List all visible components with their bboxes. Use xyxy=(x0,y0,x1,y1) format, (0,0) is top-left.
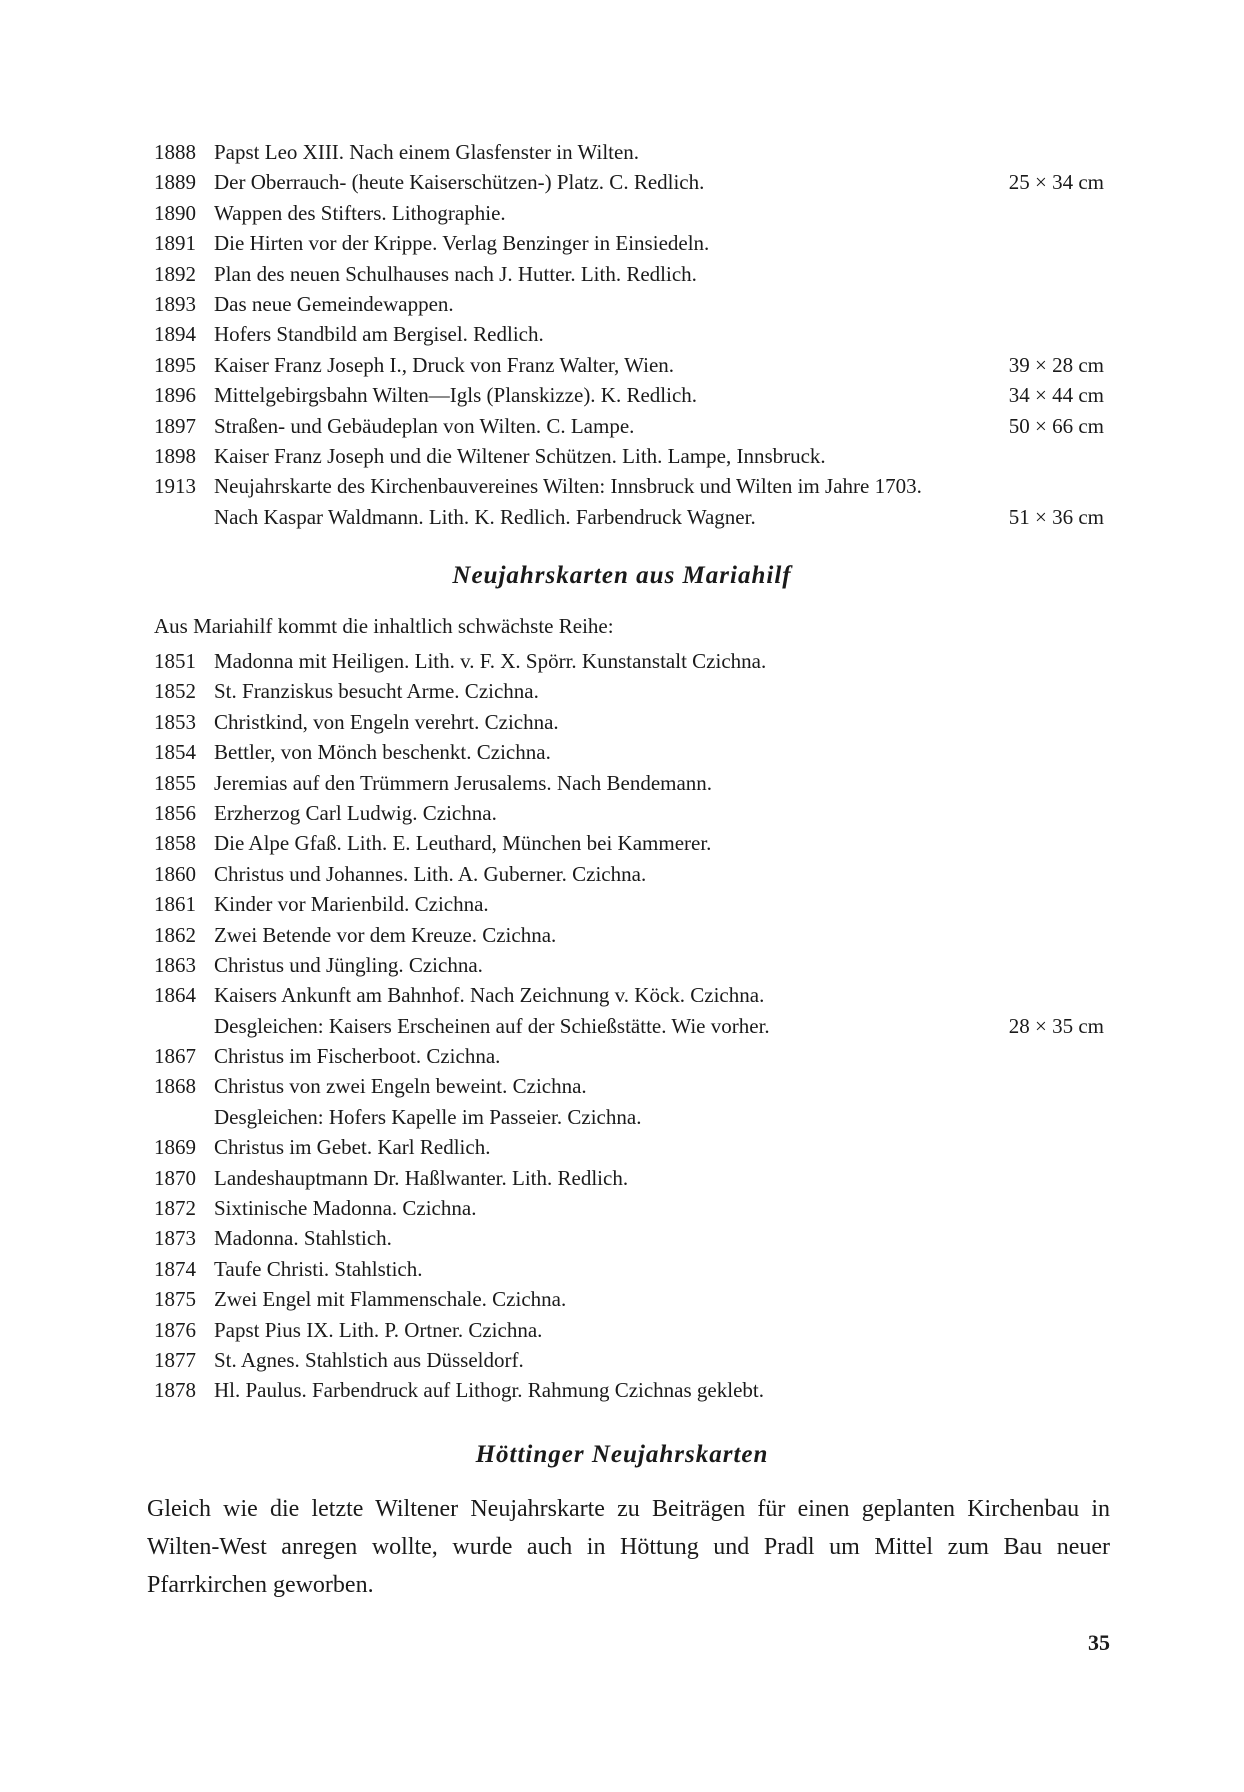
item-description: Das neue Gemeindewappen. xyxy=(214,291,454,316)
item-description: Zwei Betende vor dem Kreuze. Czichna. xyxy=(214,922,557,947)
item-year: 1877 xyxy=(154,1347,196,1372)
item-year: 1874 xyxy=(154,1256,196,1281)
list-item xyxy=(154,259,1104,289)
item-description: Papst Leo XIII. Nach einem Glasfenster in Wilten. xyxy=(214,140,640,164)
item-year: 1854 xyxy=(154,740,196,765)
item-description: Taufe Christi. Stahlstich. xyxy=(214,1256,423,1281)
item-description: Zwei Engel mit Flammenschale. Czichna. xyxy=(214,1287,567,1312)
item-year: 1873 xyxy=(154,1226,196,1251)
item-description: Bettler, von Mönch beschenkt. Czichna. xyxy=(214,740,551,765)
item-year: 1870 xyxy=(154,1165,196,1190)
item-description: Madonna mit Heiligen. Lith. v. F. X. Spörr. Kunstanstalt Czichna. xyxy=(214,649,767,673)
item-year: 1862 xyxy=(154,922,196,947)
item-year: 1868 xyxy=(154,1074,196,1099)
item-year: 1855 xyxy=(154,770,196,795)
item-description: Hl. Paulus. Farbendruck auf Lithogr. Rahmung Czichnas geklebt. xyxy=(214,1378,764,1403)
list-item xyxy=(154,1375,1104,1405)
item-description: Christus von zwei Engeln beweint. Czichna. xyxy=(214,1074,587,1099)
item-year: 1858 xyxy=(154,831,196,856)
list-item xyxy=(154,380,1104,410)
item-year: 1896 xyxy=(154,383,196,408)
item-year: 1897 xyxy=(154,413,196,438)
list-item xyxy=(154,980,1104,1010)
mariahilf-card-list xyxy=(154,646,1104,1406)
item-description: Christkind, von Engeln verehrt. Czichna. xyxy=(214,709,559,734)
list-item xyxy=(154,859,1104,889)
list-item xyxy=(154,646,1104,676)
item-year: 1876 xyxy=(154,1317,196,1342)
item-year: 1898 xyxy=(154,443,196,468)
item-description: Desgleichen: Hofers Kapelle im Passeier. Czichna. xyxy=(214,1104,642,1129)
item-description: Kaiser Franz Joseph I., Druck von Franz Walter, Wien. xyxy=(214,352,675,377)
item-year: 1867 xyxy=(154,1044,196,1069)
hoettingen-paragraph: Gleich wie die letzte Wiltener Neujahrskarte zu Beiträgen für einen geplanten Kirchenbau in Wilten-West anregen wollte, wurde auch in Höttung und Pradl um Mittel zum Bau neuer Pfarrkirchen geworben. xyxy=(147,1496,1110,1598)
list-item xyxy=(154,768,1104,798)
list-item xyxy=(154,1254,1104,1284)
list-item xyxy=(154,289,1104,319)
item-description: Christus und Jüngling. Czichna. xyxy=(214,952,483,977)
item-year: 1872 xyxy=(154,1196,196,1221)
item-year: 1894 xyxy=(154,322,196,347)
list-item xyxy=(154,441,1104,471)
item-year: 1875 xyxy=(154,1287,196,1312)
list-item xyxy=(154,1193,1104,1223)
item-year: 1851 xyxy=(154,649,196,673)
item-description: Nach Kaspar Waldmann. Lith. K. Redlich. Farbendruck Wagner. xyxy=(214,504,756,529)
list-item xyxy=(154,1315,1104,1345)
list-item xyxy=(154,828,1104,858)
item-description: Straßen- und Gebäudeplan von Wilten. C. Lampe. xyxy=(214,413,635,438)
item-year: 1863 xyxy=(154,952,196,977)
list-item xyxy=(154,1102,1104,1132)
wilten-card-list xyxy=(154,137,1104,532)
item-year: 1890 xyxy=(154,200,196,225)
item-description: Christus im Gebet. Karl Redlich. xyxy=(214,1135,491,1160)
item-description: St. Franziskus besucht Arme. Czichna. xyxy=(214,679,539,704)
list-item xyxy=(154,411,1104,441)
list-item xyxy=(154,950,1104,980)
list-item xyxy=(154,1071,1104,1101)
list-item xyxy=(154,350,1104,380)
item-description: Die Hirten vor der Krippe. Verlag Benzinger in Einsiedeln. xyxy=(214,231,710,256)
item-description: Kaisers Ankunft am Bahnhof. Nach Zeichnung v. Köck. Czichna. xyxy=(214,983,765,1008)
list-item xyxy=(154,1011,1104,1041)
item-description: Madonna. Stahlstich. xyxy=(214,1226,392,1251)
item-description: Mittelgebirgsbahn Wilten—Igls (Planskizze). K. Redlich. xyxy=(214,383,698,408)
list-item xyxy=(154,198,1104,228)
list-item xyxy=(154,502,1104,532)
item-description: Christus und Johannes. Lith. A. Guberner. Czichna. xyxy=(214,861,647,886)
item-year: 1913 xyxy=(154,474,196,499)
page-number: 35 xyxy=(1088,1630,1110,1655)
list-item xyxy=(154,1284,1104,1314)
item-year: 1860 xyxy=(154,861,196,886)
list-item xyxy=(154,798,1104,828)
item-description: Plan des neuen Schulhauses nach J. Hutter. Lith. Redlich. xyxy=(214,261,697,286)
item-description: Kinder vor Marienbild. Czichna. xyxy=(214,892,489,917)
item-year: 1878 xyxy=(154,1378,196,1403)
item-description: Landeshauptmann Dr. Haßlwanter. Lith. Redlich. xyxy=(214,1165,629,1190)
item-year: 1891 xyxy=(154,231,196,256)
item-dimensions: 51 × 36 cm xyxy=(1008,504,1104,529)
item-year: 1893 xyxy=(154,291,196,316)
item-description: Papst Pius IX. Lith. P. Ortner. Czichna. xyxy=(214,1317,543,1342)
item-year: 1853 xyxy=(154,709,196,734)
list-item xyxy=(154,1041,1104,1071)
item-year: 1889 xyxy=(154,170,196,195)
item-description: Kaiser Franz Joseph und die Wiltener Schützen. Lith. Lampe, Innsbruck. xyxy=(214,443,826,468)
list-item xyxy=(154,1132,1104,1162)
item-description: Sixtinische Madonna. Czichna. xyxy=(214,1196,477,1221)
item-year: 1861 xyxy=(154,892,196,917)
list-item xyxy=(154,228,1104,258)
item-description: Der Oberrauch- (heute Kaiserschützen-) Platz. C. Redlich. xyxy=(214,170,705,195)
section-heading-hoettingen: Höttinger Neujahrskarten xyxy=(475,1441,769,1468)
item-description: Die Alpe Gfaß. Lith. E. Leuthard, München bei Kammerer. xyxy=(214,831,712,856)
item-year: 1892 xyxy=(154,261,196,286)
item-description: Desgleichen: Kaisers Erscheinen auf der Schießstätte. Wie vorher. xyxy=(214,1013,770,1038)
item-year: 1895 xyxy=(154,352,196,377)
item-year: 1856 xyxy=(154,800,196,825)
item-dimensions: 28 × 35 cm xyxy=(1008,1013,1104,1038)
mariahilf-intro: Aus Mariahilf kommt die inhaltlich schwächste Reihe: xyxy=(154,614,614,638)
item-dimensions: 34 × 44 cm xyxy=(1008,383,1104,408)
item-description: Neujahrskarte des Kirchenbauvereines Wilten: Innsbruck und Wilten im Jahre 1703. xyxy=(214,474,922,499)
list-item xyxy=(154,676,1104,706)
list-item xyxy=(154,319,1104,349)
item-year: 1869 xyxy=(154,1135,196,1160)
list-item xyxy=(154,137,1104,167)
item-year: 1888 xyxy=(154,140,196,164)
item-description: Erzherzog Carl Ludwig. Czichna. xyxy=(214,800,497,825)
item-description: St. Agnes. Stahlstich aus Düsseldorf. xyxy=(214,1347,524,1372)
list-item xyxy=(154,889,1104,919)
list-item xyxy=(154,737,1104,767)
item-year: 1852 xyxy=(154,679,196,704)
item-description: Jeremias auf den Trümmern Jerusalems. Nach Bendemann. xyxy=(214,770,713,795)
item-dimensions: 50 × 66 cm xyxy=(1008,413,1104,438)
list-item xyxy=(154,920,1104,950)
list-item xyxy=(154,1163,1104,1193)
list-item xyxy=(154,1223,1104,1253)
item-dimensions: 39 × 28 cm xyxy=(1008,352,1104,377)
section-heading-mariahilf: Neujahrskarten aus Mariahilf xyxy=(452,562,792,589)
list-item xyxy=(154,707,1104,737)
item-dimensions: 25 × 34 cm xyxy=(1008,170,1104,195)
item-description: Wappen des Stifters. Lithographie. xyxy=(214,200,506,225)
list-item xyxy=(154,1345,1104,1375)
item-description: Hofers Standbild am Bergisel. Redlich. xyxy=(214,322,544,347)
item-year: 1864 xyxy=(154,983,196,1008)
list-item xyxy=(154,167,1104,197)
item-description: Christus im Fischerboot. Czichna. xyxy=(214,1044,501,1069)
list-item xyxy=(154,471,1104,501)
